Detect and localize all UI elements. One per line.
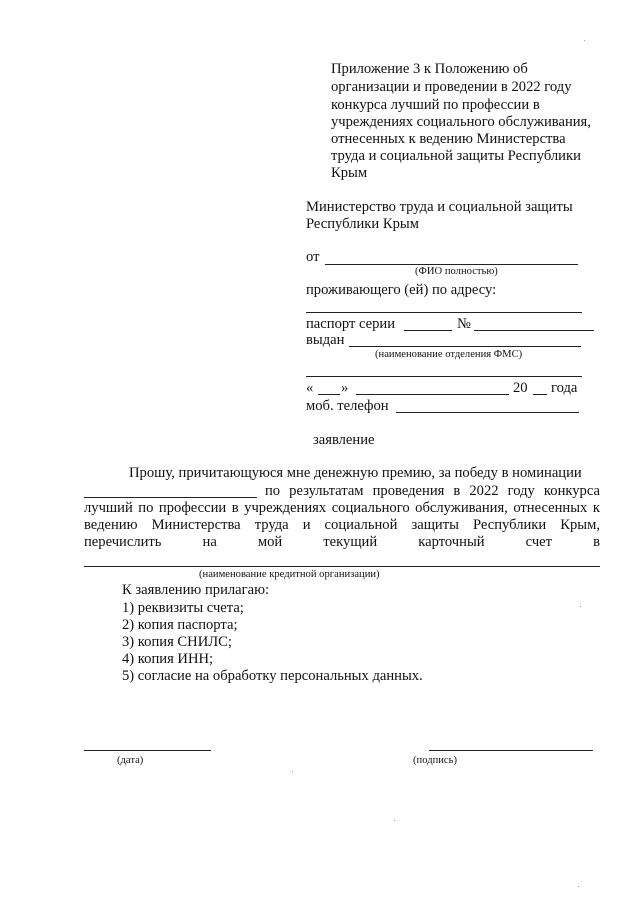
year-field[interactable] [533, 394, 547, 395]
address-field[interactable] [306, 312, 582, 313]
appendix-line: Крым [331, 165, 368, 181]
sign-hint: (подпись) [413, 755, 457, 766]
attachment-item: 5) согласие на обработку персональных данных. [122, 668, 423, 684]
from-label: от [306, 249, 320, 265]
attachment-item: 2) копия паспорта; [122, 617, 238, 633]
scan-speck [292, 771, 293, 772]
appendix-line: Приложение 3 к Положению об [331, 61, 528, 77]
addressee-line: Республики Крым [306, 216, 419, 232]
day-field[interactable] [318, 394, 340, 395]
bank-field[interactable] [84, 566, 600, 567]
date-close-quote: » [341, 380, 349, 396]
scan-speck [394, 820, 395, 821]
issued-label: выдан [306, 332, 345, 348]
body-line-1: Прошу, причитающуюся мне денежную премию, за победу в номинации [129, 465, 582, 481]
passport-number-field[interactable] [474, 330, 594, 331]
date-open-quote: « [306, 380, 314, 396]
fio-hint: (ФИО полностью) [415, 266, 498, 277]
appendix-line: организации и проведении в 2022 году [331, 79, 572, 95]
scan-speck [584, 40, 585, 41]
scan-speck [578, 886, 579, 887]
phone-field[interactable] [396, 412, 579, 413]
appendix-line: отнесенных к ведению Министерства [331, 131, 566, 147]
date-hint: (дата) [117, 755, 144, 766]
addressee-line: Министерство труда и социальной защиты [306, 199, 573, 215]
body-line-3: лучший по профессии в учреждениях социального обслуживания, отнесенных к [84, 500, 600, 516]
appendix-line: конкурса лучший по профессии в [331, 97, 540, 113]
body-line-5: перечислить на мой текущий карточный счет в [84, 534, 600, 550]
fms-hint: (наименование отделения ФМС) [375, 349, 523, 360]
appendix-line: труда и социальной защиты Республики [331, 148, 581, 164]
issued-field-continued[interactable] [306, 376, 582, 377]
passport-label: паспорт серии [306, 316, 396, 332]
attachment-item: 1) реквизиты счета; [122, 600, 244, 616]
fio-field[interactable] [325, 264, 578, 265]
bank-hint: (наименование кредитной организации) [199, 569, 380, 580]
appendix-line: учреждениях социального обслуживания, [331, 114, 591, 130]
year-prefix: 20 [513, 380, 528, 396]
attachment-item: 4) копия ИНН; [122, 651, 214, 667]
phone-label: моб. телефон [306, 398, 389, 414]
scan-speck [580, 606, 581, 607]
month-field[interactable] [356, 394, 509, 395]
body-line-2: по результатам проведения в 2022 году конкурса [265, 483, 600, 499]
body-line-4: ведению Министерства труда и социальной защиты Республики Крым, [84, 517, 600, 533]
year-suffix: года [551, 380, 578, 396]
issued-field[interactable] [349, 346, 581, 347]
signature-line[interactable] [429, 750, 593, 751]
attachment-item: 3) копия СНИЛС; [122, 634, 232, 650]
document-title: заявление [313, 432, 375, 448]
attachments-intro: К заявлению прилагаю: [122, 582, 270, 598]
address-label: проживающего (ей) по адресу: [306, 282, 497, 298]
number-label: № [457, 316, 471, 332]
date-line[interactable] [84, 750, 211, 751]
passport-series-field[interactable] [404, 330, 452, 331]
nomination-field[interactable] [84, 497, 257, 498]
